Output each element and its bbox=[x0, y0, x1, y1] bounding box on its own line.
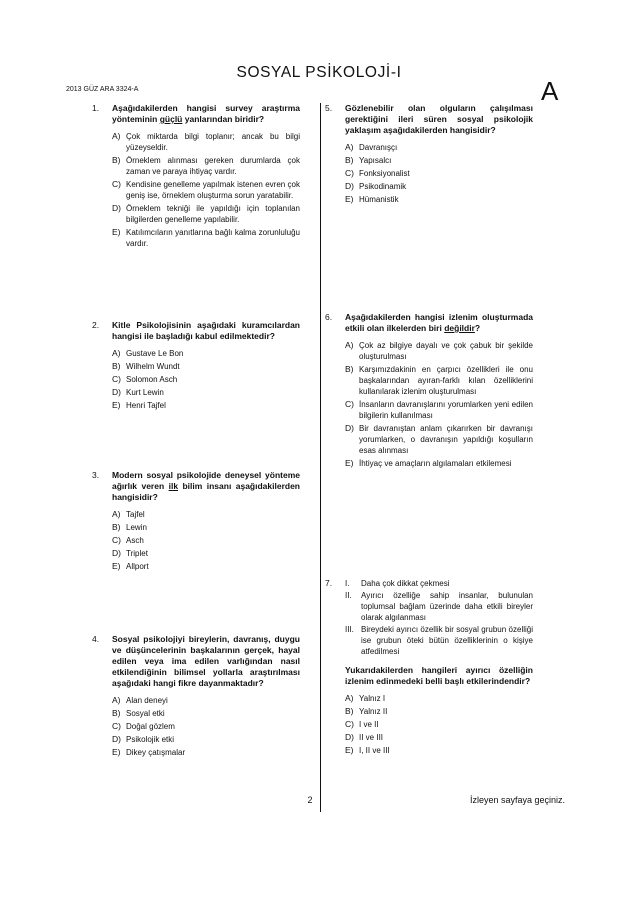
page-number: 2 bbox=[307, 795, 313, 805]
question-1 bbox=[92, 103, 300, 251]
statement-2: II. Ayırıcı özelliğe sahip insanlar, bulunulan toplumsal bağlam üzerinde daha etkili bireyler olarak algılanması bbox=[345, 591, 533, 622]
question-stem: Sosyal psikolojiyi bireylerin, davranış, duygu ve düşüncelerinin başkalarının gerçek, hayal edilen veya ima edilen varlığından nasıl etkilendiğinin bilimsel yollarla araştırılması aşağıdaki hangi fikre dayanmaktadır? bbox=[112, 634, 300, 688]
option-d[interactable]: D) Kurt Lewin bbox=[112, 387, 164, 397]
option-c[interactable]: C) I ve II bbox=[345, 719, 379, 729]
question-stem: Gözlenebilir olan olguların çalışılması gerektiğini ileri süren sosyal psikolojik yaklaşım aşağıdakilerden hangisidir? bbox=[345, 103, 533, 135]
option-c[interactable]: C) Solomon Asch bbox=[112, 374, 178, 384]
question-number: 6. bbox=[325, 312, 333, 322]
options-list bbox=[92, 695, 300, 758]
option-e[interactable]: E) Dikey çatışmalar bbox=[112, 747, 186, 757]
option-c[interactable]: C) Fonksiyonalist bbox=[345, 168, 410, 178]
page-title: SOSYAL PSİKOLOJİ-I bbox=[236, 64, 402, 81]
question-number: 5. bbox=[325, 103, 333, 113]
option-b[interactable]: B) Lewin bbox=[112, 522, 147, 532]
option-e[interactable]: E) I, II ve III bbox=[345, 745, 390, 755]
statements-list bbox=[345, 578, 533, 658]
statement-1: I. Daha çok dikkat çekmesi bbox=[345, 579, 450, 588]
option-e[interactable]: E) Allport bbox=[112, 561, 149, 571]
question-stem: Aşağıdakilerden hangisi survey araştırma yönteminin güçlü yanlarından biridir? bbox=[112, 103, 300, 124]
option-a[interactable]: A) Alan deneyi bbox=[112, 695, 168, 705]
booklet-letter: A bbox=[541, 76, 559, 106]
column-divider bbox=[320, 103, 321, 812]
option-a[interactable]: A) Çok miktarda bilgi toplanır; ancak bu bilgi yüzeyseldir. bbox=[112, 131, 300, 152]
option-c[interactable]: C) Doğal gözlem bbox=[112, 721, 175, 731]
option-e[interactable]: E) Hümanistik bbox=[345, 194, 399, 204]
statement-3: III. Bireydeki ayırıcı özellik bir sosyal grubun özelliği ise grubun öteki bütün özelliklerinin o kişiye atfedilmesi bbox=[345, 625, 533, 656]
option-a[interactable]: A) Tajfel bbox=[112, 509, 145, 519]
question-stem: Modern sosyal psikolojide deneysel yönteme ağırlık veren ilk bilim insanı aşağıdakilerden hangisidir? bbox=[112, 470, 300, 502]
option-d[interactable]: D) Triplet bbox=[112, 548, 148, 558]
question-stem: Kitle Psikolojisinin aşağıdaki kuramcılardan hangisi ile başladığı kabul edilmektedir? bbox=[112, 320, 300, 341]
options-list bbox=[325, 693, 533, 756]
question-number: 7. bbox=[325, 578, 333, 588]
option-a[interactable]: A) Gustave Le Bon bbox=[112, 348, 184, 358]
options-list bbox=[92, 509, 300, 572]
option-d[interactable]: D) Örneklem tekniği ile yapıldığı için toplanılan bilgilerden genelleme yapılabilir. bbox=[112, 203, 300, 224]
option-b[interactable]: B) Örneklem alınması gereken durumlarda çok zaman ve paraya ihtiyaç vardır. bbox=[112, 155, 300, 176]
option-b[interactable]: B) Yapısalcı bbox=[345, 155, 392, 165]
option-b[interactable]: B) Karşımızdakinin en çarpıcı özellikleri ile onu başkalarından ayıran-farklı kılan özelliklerini kullanılarak izlenim oluşturulması bbox=[345, 364, 533, 396]
option-a[interactable]: A) Yalnız I bbox=[345, 693, 386, 703]
options-list bbox=[325, 340, 533, 469]
question-number: 1. bbox=[92, 103, 100, 113]
question-number: 4. bbox=[92, 634, 100, 644]
question-2 bbox=[92, 320, 300, 413]
option-e[interactable]: E) Katılımcıların yanıtlarına bağlı kalma zorunluluğu vardır. bbox=[112, 227, 300, 248]
question-4 bbox=[92, 634, 300, 760]
next-page-note: İzleyen sayfaya geçiniz. bbox=[470, 795, 566, 805]
question-number: 3. bbox=[92, 470, 100, 480]
option-e[interactable]: E) Henri Tajfel bbox=[112, 400, 166, 410]
question-stem: Aşağıdakilerden hangisi izlenim oluşturmada etkili olan ilkelerden biri değildir? bbox=[345, 312, 533, 333]
option-c[interactable]: C) Kendisine genelleme yapılmak istenen evren çok geniş ise, örneklem oluşturma sorun yaratabilir. bbox=[112, 179, 300, 200]
options-list bbox=[92, 348, 300, 411]
option-b[interactable]: B) Yalnız II bbox=[345, 706, 388, 716]
question-7 bbox=[325, 578, 533, 758]
option-e[interactable]: E) İhtiyaç ve amaçların algılamaları etkilemesi bbox=[345, 458, 512, 468]
question-stem: Yukarıdakilerden hangileri ayırıcı özelliğin izlenim edinmedeki belli başlı etkilerindendir? bbox=[345, 665, 533, 686]
question-3 bbox=[92, 470, 300, 574]
question-number: 2. bbox=[92, 320, 100, 330]
exam-code: 2013 GÜZ ARA 3324-A bbox=[66, 86, 139, 93]
option-b[interactable]: B) Wilhelm Wundt bbox=[112, 361, 180, 371]
option-d[interactable]: D) Bir davranıştan anlam çıkarırken bir davranışı yorumlarken, o davranışın yapıldığı koşulların esas alınması bbox=[345, 423, 533, 455]
options-list bbox=[325, 142, 533, 205]
option-d[interactable]: D) Psikolojik etki bbox=[112, 734, 175, 744]
option-a[interactable]: A) Davranışçı bbox=[345, 142, 398, 152]
option-d[interactable]: D) II ve III bbox=[345, 732, 384, 742]
option-c[interactable]: C) Asch bbox=[112, 535, 144, 545]
question-6 bbox=[325, 312, 533, 471]
option-d[interactable]: D) Psikodinamik bbox=[345, 181, 407, 191]
options-list bbox=[92, 131, 300, 249]
question-5 bbox=[325, 103, 533, 207]
option-c[interactable]: C) İnsanların davranışlarını yorumlarken yeni edilen bilgilerin kullanılması bbox=[345, 399, 533, 420]
option-a[interactable]: A) Çok az bilgiye dayalı ve çok çabuk bir şekilde oluşturulması bbox=[345, 340, 533, 361]
option-b[interactable]: B) Sosyal etki bbox=[112, 708, 165, 718]
